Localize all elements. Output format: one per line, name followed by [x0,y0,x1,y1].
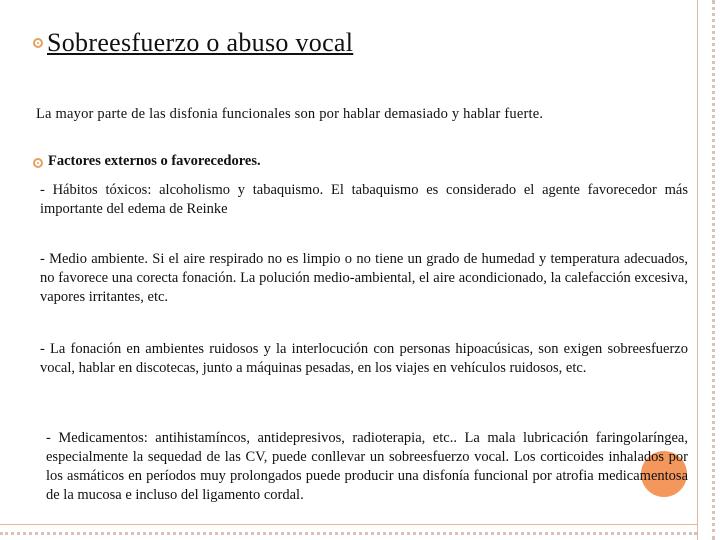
bullet-icon [33,158,43,168]
paragraph-environment: - Medio ambiente. Si el aire respirado no es limpio o no tiene un grado de humedad y temperatura adecuados, no favorece una corecta fonación. La polución medio-ambiental, el aire acondicionado, la calefacción excesiva, vapores irritantes, etc. [40,251,688,305]
paragraph-noise: - La fonación en ambientes ruidosos y la interlocución con personas hipoacúsicas, son exigen sobreesfuerzo vocal, hablar en discotecas, junto a máquinas pesadas, en los viajes en vehículos ruidosos, etc. [40,341,688,376]
slide-title: Sobreesfuerzo o abuso vocal [47,28,354,57]
intro-text: La mayor parte de las disfonia funcionales son por hablar demasiado y hablar fuerte. [36,106,544,122]
paragraph-medication: - Medicamentos: antihistamíncos, antidepresivos, radioterapia, etc.. La mala lubricación faringolaríngea, especialmente la sequedad de las CV, puede conllevar un sobreesfuerzo vocal. Los corticoides inhalados por los asmáticos en períodos muy prolongados puede producir una disfonía funcional por atrofia medicamentosa de la mucosa e incluso del ligamento cordal. [46,430,688,503]
factors-heading: Factores externos o favorecedores. [48,153,261,169]
paragraph-habits: - Hábitos tóxicos: alcoholismo y tabaquismo. El tabaquismo es considerado el agente favorecedor más importante del edema de Reinke [40,182,688,217]
bullet-icon [33,38,43,48]
bottom-border-line [0,524,697,525]
right-dotted-border [712,0,715,540]
right-border-line [697,0,698,540]
bottom-dotted-border [0,532,697,535]
